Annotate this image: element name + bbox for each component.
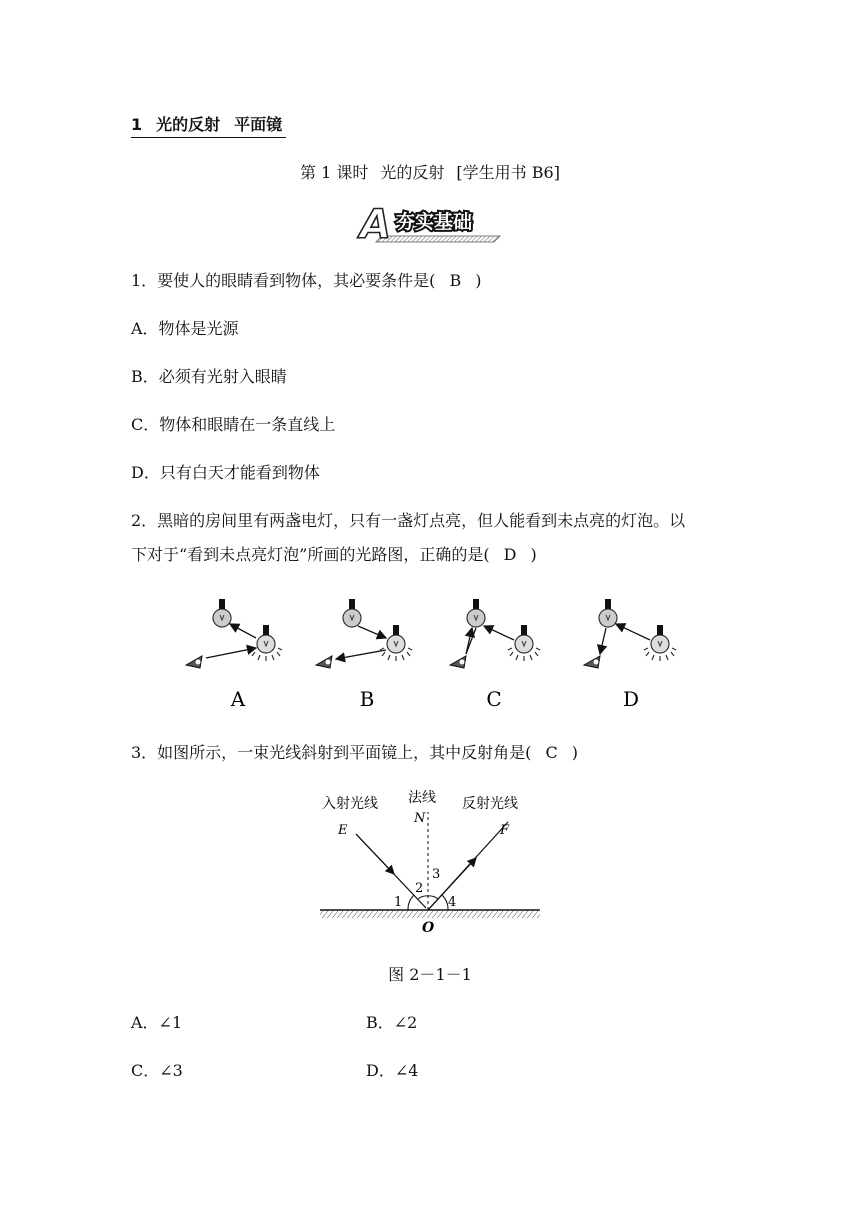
lesson-ref: [学生用书 B6] xyxy=(456,163,560,182)
angle-4: 4 xyxy=(448,895,457,910)
q2-answer: D xyxy=(503,545,517,564)
q1-option-a: A．物体是光源 xyxy=(131,319,239,338)
section-number: 1 xyxy=(131,115,143,134)
angle-2: 2 xyxy=(415,881,424,896)
banner-letter: A xyxy=(360,202,391,246)
section-title xyxy=(131,112,286,138)
section-title-a: 光的反射 xyxy=(156,115,221,134)
lesson-label: 第 1 课时 xyxy=(300,163,369,182)
q3-answer: C xyxy=(545,743,558,762)
diagram-b-label: B xyxy=(359,687,375,711)
angle-3: 3 xyxy=(432,867,441,882)
q3-option-d: D．∠4 xyxy=(366,1061,419,1080)
section-banner xyxy=(356,200,502,250)
q2-figure xyxy=(170,586,690,718)
diagram-d-label: D xyxy=(622,687,640,711)
q1-answer: B xyxy=(449,271,462,290)
diagram-b xyxy=(316,599,412,668)
banner-text: 夯实基础 xyxy=(396,211,473,233)
q3-option-a: A．∠1 xyxy=(131,1013,183,1032)
q2-stem-line1: 2．黑暗的房间里有两盏电灯，只有一盏灯点亮，但人能看到未点亮的灯泡。以 xyxy=(131,511,686,530)
q3-option-b: B．∠2 xyxy=(366,1013,418,1032)
diagram-c-label: C xyxy=(486,687,502,711)
point-n: N xyxy=(414,811,426,826)
diagram-a-label: A xyxy=(230,687,246,711)
diagram-d xyxy=(584,599,676,668)
q3-figure xyxy=(316,782,546,946)
lesson-heading xyxy=(0,160,860,183)
point-e: E xyxy=(338,823,348,838)
point-o: O xyxy=(422,920,435,936)
q1-option-c: C．物体和眼睛在一条直线上 xyxy=(131,415,336,434)
lesson-title: 光的反射 xyxy=(380,163,445,182)
q1-option-b: B．必须有光射入眼睛 xyxy=(131,367,287,386)
q3-option-c: C．∠3 xyxy=(131,1061,183,1080)
q1-stem: 1．要使人的眼睛看到物体，其必要条件是( B ) xyxy=(131,271,482,290)
q3-figure-caption: 图 2－1－1 xyxy=(388,965,472,984)
q3-stem: 3．如图所示，一束光线斜射到平面镜上，其中反射角是( C ) xyxy=(131,743,578,762)
reflected-ray-label: 反射光线 xyxy=(462,796,518,812)
point-f: F xyxy=(500,823,510,838)
q1-option-d: D．只有白天才能看到物体 xyxy=(131,463,320,482)
diagram-a xyxy=(186,599,282,668)
incident-ray-label: 入射光线 xyxy=(322,796,378,812)
diagram-c xyxy=(450,599,540,668)
angle-1: 1 xyxy=(394,895,403,910)
section-title-b: 平面镜 xyxy=(234,115,283,134)
normal-label: 法线 xyxy=(408,790,436,806)
q2-stem-line2: 下对于“看到未点亮灯泡”所画的光路图，正确的是( D ) xyxy=(131,545,537,564)
